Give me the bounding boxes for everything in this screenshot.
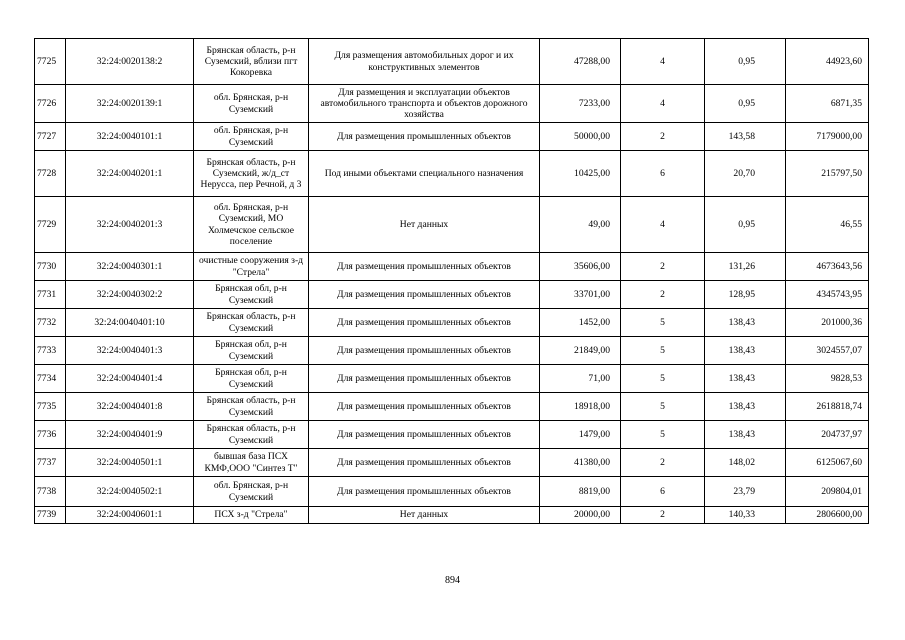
cell-cadastral-value: 204737,97 bbox=[786, 421, 869, 449]
cell-rate: 0,95 bbox=[705, 197, 786, 253]
cell-location: обл. Брянская, р-н Суземский bbox=[194, 477, 309, 507]
cell-cadastral-number: 32:24:0040401:9 bbox=[66, 421, 194, 449]
cell-purpose: Для размещения промышленных объектов bbox=[309, 449, 540, 477]
cell-cadastral-number: 32:24:0020138:2 bbox=[66, 39, 194, 85]
cell-purpose: Для размещения промышленных объектов bbox=[309, 309, 540, 337]
cell-group: 6 bbox=[621, 151, 705, 197]
cell-purpose: Нет данных bbox=[309, 507, 540, 524]
cell-purpose: Для размещения промышленных объектов bbox=[309, 421, 540, 449]
cell-cadastral-number: 32:24:0040401:8 bbox=[66, 393, 194, 421]
cell-cadastral-value: 6871,35 bbox=[786, 85, 869, 123]
table-row bbox=[35, 309, 869, 337]
cell-rate: 20,70 bbox=[705, 151, 786, 197]
cell-purpose: Для размещения промышленных объектов bbox=[309, 253, 540, 281]
cell-number: 7736 bbox=[35, 421, 66, 449]
cell-cadastral-value: 7179000,00 bbox=[786, 123, 869, 151]
cell-location: бывшая база ПСХ КМФ,ООО "Синтез Т" bbox=[194, 449, 309, 477]
table-row bbox=[35, 449, 869, 477]
cell-rate: 138,43 bbox=[705, 365, 786, 393]
cell-group: 5 bbox=[621, 309, 705, 337]
cell-purpose: Для размещения промышленных объектов bbox=[309, 365, 540, 393]
cell-cadastral-value: 215797,50 bbox=[786, 151, 869, 197]
cell-area: 50000,00 bbox=[540, 123, 621, 151]
cell-cadastral-value: 44923,60 bbox=[786, 39, 869, 85]
cell-cadastral-value: 46,55 bbox=[786, 197, 869, 253]
cell-purpose: Для размещения и эксплуатации объектов автомобильного транспорта и объектов дорожного хозяйства bbox=[309, 85, 540, 123]
table-row bbox=[35, 85, 869, 123]
cell-area: 35606,00 bbox=[540, 253, 621, 281]
cell-purpose: Для размещения промышленных объектов bbox=[309, 281, 540, 309]
cell-number: 7733 bbox=[35, 337, 66, 365]
table-row bbox=[35, 197, 869, 253]
table-row bbox=[35, 253, 869, 281]
cell-cadastral-value: 3024557,07 bbox=[786, 337, 869, 365]
page-number: 894 bbox=[445, 575, 460, 586]
table-row bbox=[35, 39, 869, 85]
table-row bbox=[35, 123, 869, 151]
cell-cadastral-value: 2806600,00 bbox=[786, 507, 869, 524]
cell-location: Брянская область, р-н Суземский bbox=[194, 393, 309, 421]
cell-area: 33701,00 bbox=[540, 281, 621, 309]
cell-purpose: Для размещения промышленных объектов bbox=[309, 477, 540, 507]
cell-rate: 0,95 bbox=[705, 39, 786, 85]
cell-rate: 148,02 bbox=[705, 449, 786, 477]
cell-group: 2 bbox=[621, 281, 705, 309]
cell-rate: 138,43 bbox=[705, 309, 786, 337]
cell-cadastral-number: 32:24:0040201:3 bbox=[66, 197, 194, 253]
cell-number: 7730 bbox=[35, 253, 66, 281]
cell-area: 20000,00 bbox=[540, 507, 621, 524]
cell-area: 10425,00 bbox=[540, 151, 621, 197]
cell-area: 41380,00 bbox=[540, 449, 621, 477]
cell-rate: 138,43 bbox=[705, 337, 786, 365]
cell-group: 4 bbox=[621, 197, 705, 253]
table-row bbox=[35, 477, 869, 507]
cell-location: Брянская обл, р-н Суземский bbox=[194, 337, 309, 365]
cell-rate: 128,95 bbox=[705, 281, 786, 309]
cell-cadastral-number: 32:24:0040401:3 bbox=[66, 337, 194, 365]
cell-area: 7233,00 bbox=[540, 85, 621, 123]
cell-number: 7726 bbox=[35, 85, 66, 123]
cell-location: ПСХ з-д "Стрела" bbox=[194, 507, 309, 524]
cell-area: 49,00 bbox=[540, 197, 621, 253]
cell-number: 7731 bbox=[35, 281, 66, 309]
cell-number: 7727 bbox=[35, 123, 66, 151]
table-row bbox=[35, 421, 869, 449]
cell-purpose: Для размещения автомобильных дорог и их конструктивных элементов bbox=[309, 39, 540, 85]
table-row bbox=[35, 507, 869, 524]
cell-group: 2 bbox=[621, 507, 705, 524]
table-row bbox=[35, 393, 869, 421]
cell-area: 1452,00 bbox=[540, 309, 621, 337]
cell-group: 5 bbox=[621, 337, 705, 365]
cell-number: 7734 bbox=[35, 365, 66, 393]
cell-group: 2 bbox=[621, 123, 705, 151]
cell-area: 71,00 bbox=[540, 365, 621, 393]
cell-group: 2 bbox=[621, 253, 705, 281]
cell-group: 5 bbox=[621, 421, 705, 449]
cell-purpose: Для размещения промышленных объектов bbox=[309, 393, 540, 421]
cell-number: 7735 bbox=[35, 393, 66, 421]
cell-group: 4 bbox=[621, 39, 705, 85]
table-body bbox=[35, 39, 869, 524]
cell-number: 7732 bbox=[35, 309, 66, 337]
cell-cadastral-number: 32:24:0020139:1 bbox=[66, 85, 194, 123]
cell-rate: 138,43 bbox=[705, 421, 786, 449]
cell-group: 5 bbox=[621, 393, 705, 421]
cell-group: 5 bbox=[621, 365, 705, 393]
cell-cadastral-number: 32:24:0040401:4 bbox=[66, 365, 194, 393]
cell-area: 18918,00 bbox=[540, 393, 621, 421]
table-row bbox=[35, 337, 869, 365]
cell-location: Брянская область, р-н Суземский bbox=[194, 421, 309, 449]
table-row bbox=[35, 281, 869, 309]
cell-group: 6 bbox=[621, 477, 705, 507]
cadastral-table bbox=[34, 38, 869, 524]
cell-location: Брянская область, р-н Суземский, ж/д_ст Нерусса, пер Речной, д 3 bbox=[194, 151, 309, 197]
cell-rate: 0,95 bbox=[705, 85, 786, 123]
cell-area: 47288,00 bbox=[540, 39, 621, 85]
cell-cadastral-number: 32:24:0040301:1 bbox=[66, 253, 194, 281]
cell-purpose: Под иными объектами специального назначения bbox=[309, 151, 540, 197]
cell-cadastral-number: 32:24:0040101:1 bbox=[66, 123, 194, 151]
cell-rate: 131,26 bbox=[705, 253, 786, 281]
cell-area: 1479,00 bbox=[540, 421, 621, 449]
cell-cadastral-number: 32:24:0040302:2 bbox=[66, 281, 194, 309]
cell-location: Брянская область, р-н Суземский bbox=[194, 309, 309, 337]
cell-cadastral-number: 32:24:0040401:10 bbox=[66, 309, 194, 337]
cell-area: 8819,00 bbox=[540, 477, 621, 507]
cell-number: 7725 bbox=[35, 39, 66, 85]
cell-location: Брянская область, р-н Суземский, вблизи пгт Кокоревка bbox=[194, 39, 309, 85]
cell-cadastral-value: 4345743,95 bbox=[786, 281, 869, 309]
cell-purpose: Для размещения промышленных объектов bbox=[309, 123, 540, 151]
cell-cadastral-number: 32:24:0040502:1 bbox=[66, 477, 194, 507]
cell-location: очистные сооружения з-д "Стрела" bbox=[194, 253, 309, 281]
cell-cadastral-value: 6125067,60 bbox=[786, 449, 869, 477]
cell-number: 7729 bbox=[35, 197, 66, 253]
cell-number: 7738 bbox=[35, 477, 66, 507]
cell-group: 4 bbox=[621, 85, 705, 123]
cell-number: 7739 bbox=[35, 507, 66, 524]
cell-cadastral-value: 4673643,56 bbox=[786, 253, 869, 281]
cell-location: Брянская обл, р-н Суземский bbox=[194, 281, 309, 309]
cell-cadastral-value: 2618818,74 bbox=[786, 393, 869, 421]
cell-cadastral-number: 32:24:0040201:1 bbox=[66, 151, 194, 197]
table-row bbox=[35, 365, 869, 393]
cell-group: 2 bbox=[621, 449, 705, 477]
cell-cadastral-number: 32:24:0040501:1 bbox=[66, 449, 194, 477]
cell-cadastral-value: 9828,53 bbox=[786, 365, 869, 393]
cell-rate: 143,58 bbox=[705, 123, 786, 151]
cell-rate: 23,79 bbox=[705, 477, 786, 507]
cell-cadastral-number: 32:24:0040601:1 bbox=[66, 507, 194, 524]
cell-rate: 138,43 bbox=[705, 393, 786, 421]
cell-location: обл. Брянская, р-н Суземский, МО Холмечское сельское поселение bbox=[194, 197, 309, 253]
cell-location: обл. Брянская, р-н Суземский bbox=[194, 85, 309, 123]
cell-number: 7728 bbox=[35, 151, 66, 197]
cell-purpose: Для размещения промышленных объектов bbox=[309, 337, 540, 365]
cell-cadastral-value: 201000,36 bbox=[786, 309, 869, 337]
cell-purpose: Нет данных bbox=[309, 197, 540, 253]
cell-area: 21849,00 bbox=[540, 337, 621, 365]
cell-cadastral-value: 209804,01 bbox=[786, 477, 869, 507]
cell-rate: 140,33 bbox=[705, 507, 786, 524]
table-row bbox=[35, 151, 869, 197]
cell-location: обл. Брянская, р-н Суземский bbox=[194, 123, 309, 151]
cell-location: Брянская обл, р-н Суземский bbox=[194, 365, 309, 393]
cell-number: 7737 bbox=[35, 449, 66, 477]
